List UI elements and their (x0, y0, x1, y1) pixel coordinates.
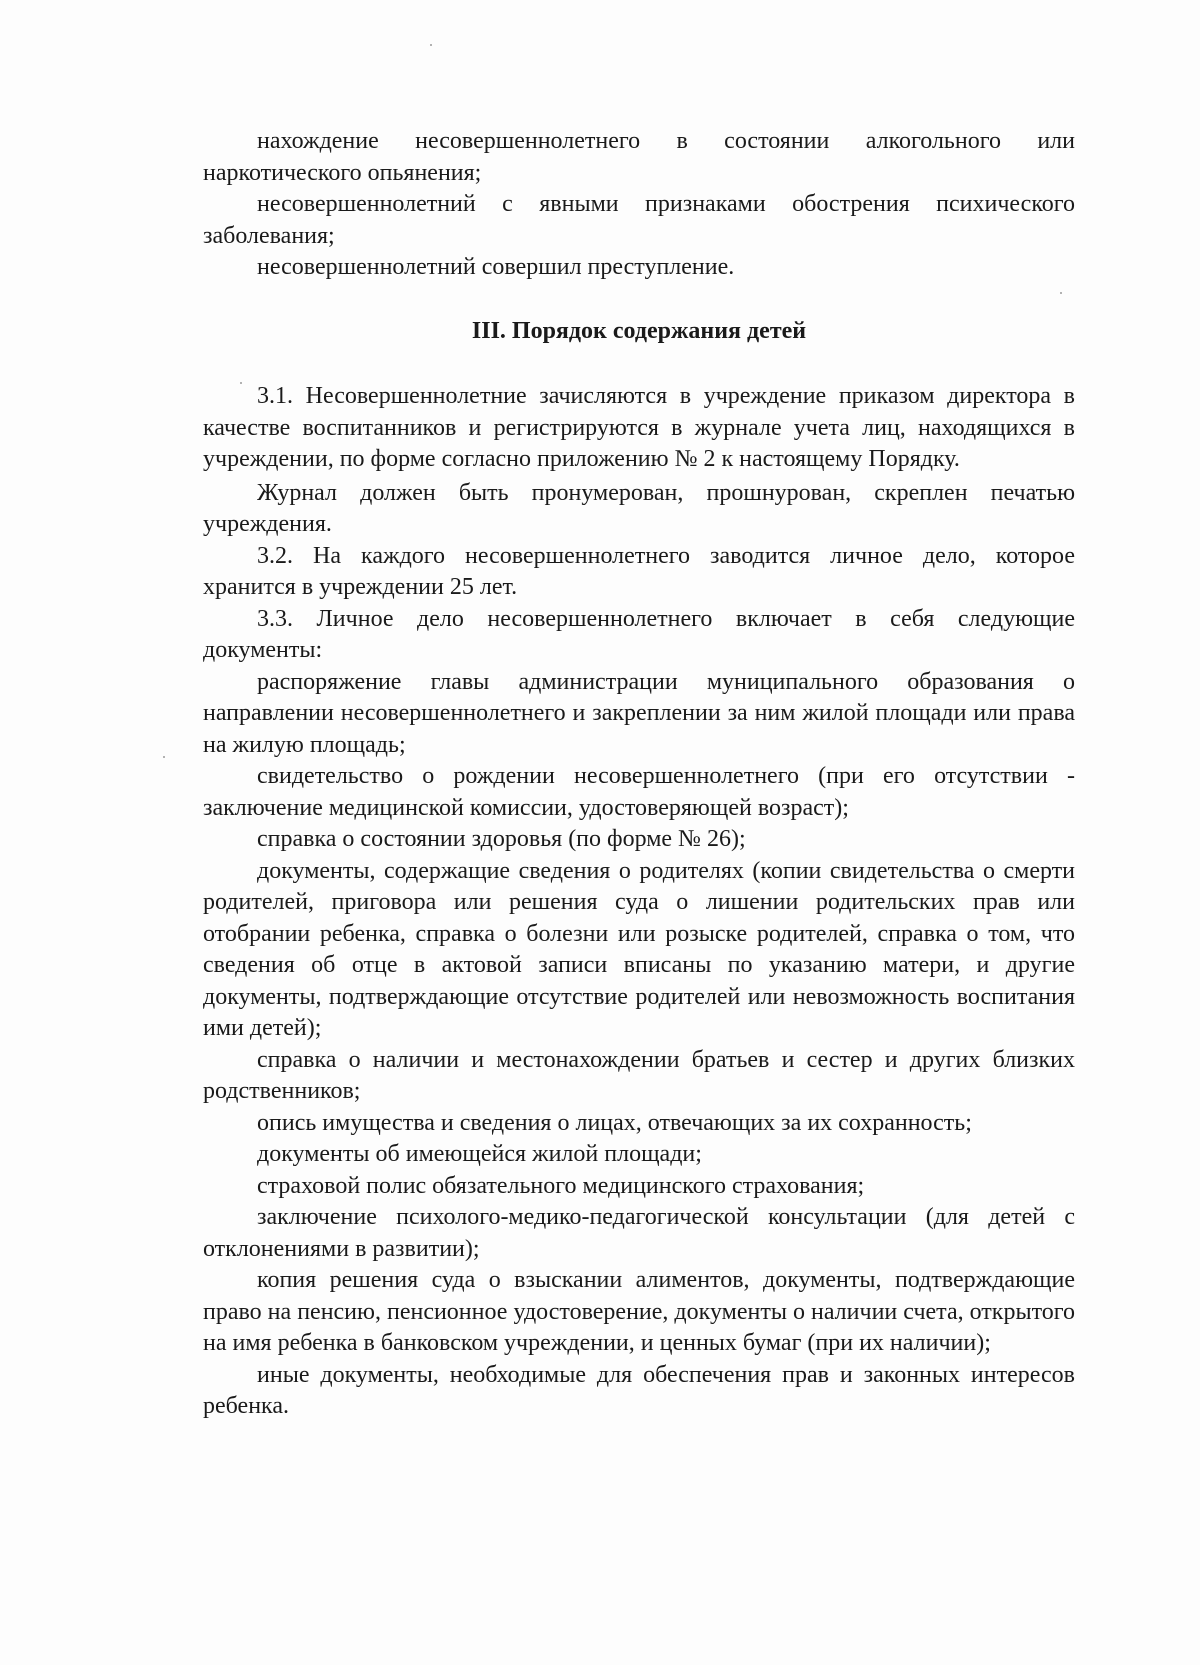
paragraph: 3.3. Личное дело несовершеннолетнего включает в себя следующие документы: (203, 605, 1075, 663)
paragraph: 3.2. На каждого несовершеннолетнего заводится личное дело, которое хранится в учреждении 25 лет. (203, 542, 1075, 600)
paragraph: опись имущества и сведения о лицах, отвечающих за их сохранность; (257, 1109, 972, 1136)
scan-speck (163, 756, 165, 758)
paragraph: страховой полис обязательного медицинского страхования; (257, 1172, 865, 1199)
paragraph: 3.1. Несовершеннолетние зачисляются в учреждение приказом директора в качестве воспитанников и регистрируются в журнале учета лиц, находящихся в учреждении, по форме согласно приложению № 2 к настоящему Порядку. (203, 383, 1075, 472)
paragraph: распоряжение главы администрации муниципального образования о направлении несовершеннолетнего и закреплении за ним жилой площади или права на жилую площадь; (203, 668, 1075, 758)
paragraph: свидетельство о рождении несовершеннолетнего (при его отсутствии - заключение медицинской комиссии, удостоверяющей возраст); (203, 763, 1075, 821)
paragraph: иные документы, необходимые для обеспечения прав и законных интересов ребенка. (203, 1361, 1075, 1419)
paragraph: копия решения суда о взыскании алиментов, документы, подтверждающие право на пенсию, пенсионное удостоверение, документы о наличии счета, открытого на имя ребенка в банковском учреждении, и ценных бумаг (при их наличии); (203, 1267, 1075, 1356)
paragraph: несовершеннолетний с явными признаками обострения психического заболевания; (203, 191, 1075, 249)
paragraph: нахождение несовершеннолетнего в состоянии алкогольного или наркотического опьянения; (203, 128, 1075, 186)
paragraph: Журнал должен быть пронумерован, прошнурован, скреплен печатью учреждения. (203, 479, 1075, 537)
scan-speck (430, 44, 432, 46)
paragraph: несовершеннолетний совершил преступление. (257, 254, 735, 280)
paragraph: документы об имеющейся жилой площади; (257, 1141, 702, 1167)
paragraph: документы, содержащие сведения о родителях (копии свидетельства о смерти родителей, приговора или решения суда о лишении родительских прав или отобрании ребенка, справка о болезни или розыске родителей, справка о том, что сведения об отце в актовой записи вписаны по указанию матери, и другие документы, подтверждающие отсутствие родителей или невозможность воспитания ими детей); (203, 857, 1075, 1041)
paragraph: заключение психолого-медико-педагогической консультации (для детей с отклонениями в развитии); (203, 1204, 1075, 1262)
document-body (203, 126, 1075, 1423)
section-heading: III. Порядок содержания детей (471, 317, 807, 344)
paragraph: справка о состоянии здоровья (по форме № 26); (257, 826, 746, 852)
paragraph: справка о наличии и местонахождении братьев и сестер и других близких родственников; (203, 1046, 1075, 1104)
